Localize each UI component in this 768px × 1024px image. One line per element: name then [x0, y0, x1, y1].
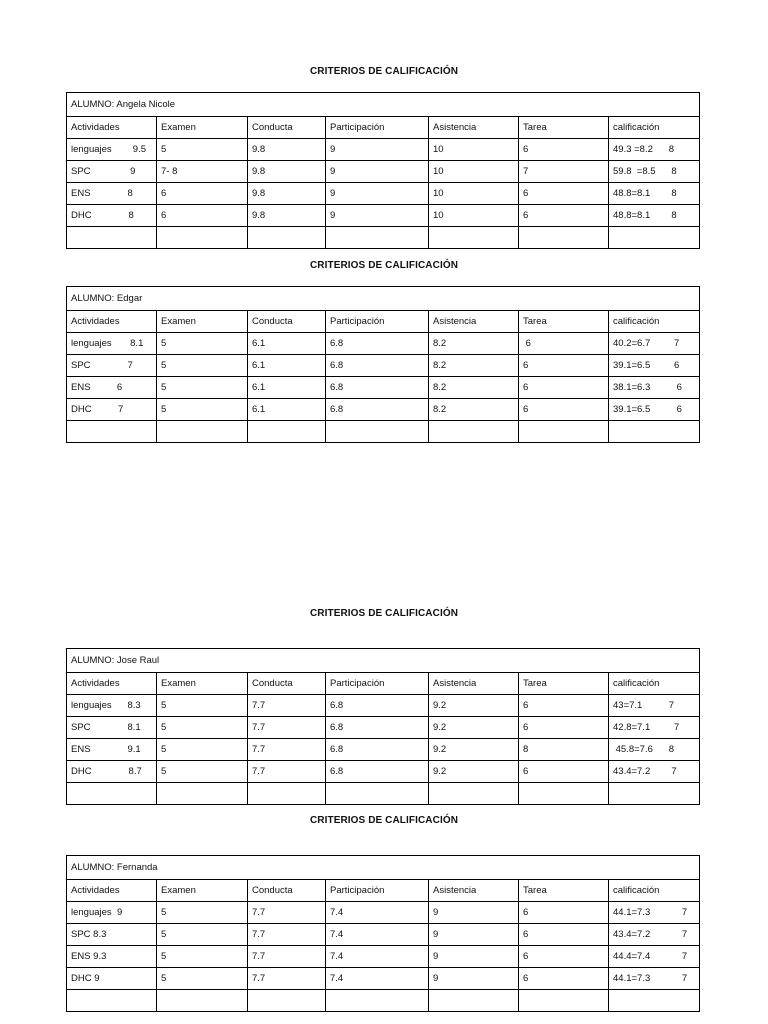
table-cell: 5 — [157, 968, 248, 990]
table-cell: 7- 8 — [157, 161, 248, 183]
table-cell: 6 — [519, 902, 609, 924]
section-title: CRITERIOS DE CALIFICACIÓN — [309, 608, 459, 619]
table-cell: 7.4 — [326, 946, 429, 968]
header-cell: Participación — [326, 880, 429, 902]
empty-cell — [157, 227, 248, 249]
table-cell: 9.8 — [248, 183, 326, 205]
table-cell: DHC 9 — [67, 968, 157, 990]
table-cell: 9.8 — [248, 161, 326, 183]
table-cell: 45.8=7.6 8 — [609, 739, 700, 761]
header-cell: Conducta — [248, 311, 326, 333]
table-cell: 9 — [429, 902, 519, 924]
table-cell: 9.2 — [429, 695, 519, 717]
table-row — [67, 205, 700, 227]
empty-cell — [248, 227, 326, 249]
table-cell: 7.7 — [248, 761, 326, 783]
table-cell: DHC 7 — [67, 399, 157, 421]
table-cell: 6 — [519, 183, 609, 205]
table-cell: 5 — [157, 333, 248, 355]
table-row — [67, 161, 700, 183]
table-cell: 5 — [157, 739, 248, 761]
table-row — [67, 333, 700, 355]
section-title: CRITERIOS DE CALIFICACIÓN — [309, 260, 459, 271]
table-cell: ENS 9.1 — [67, 739, 157, 761]
header-cell: Asistencia — [429, 117, 519, 139]
table-cell: ENS 6 — [67, 377, 157, 399]
table-cell: 7.7 — [248, 717, 326, 739]
header-cell: Actividades — [67, 117, 157, 139]
student-name: ALUMNO: Edgar — [67, 287, 700, 311]
table-row — [67, 968, 700, 990]
table-cell: 48.8=8.1 8 — [609, 205, 700, 227]
header-cell: Tarea — [519, 311, 609, 333]
header-row — [67, 880, 700, 902]
table-cell: 6.1 — [248, 399, 326, 421]
table-cell: 7.7 — [248, 924, 326, 946]
empty-cell — [519, 783, 609, 805]
empty-cell — [429, 990, 519, 1012]
table-cell: 49.3 =8.2 8 — [609, 139, 700, 161]
table-cell: 6 — [519, 377, 609, 399]
table-cell: 7 — [519, 161, 609, 183]
table-cell: 6.1 — [248, 377, 326, 399]
empty-cell — [326, 227, 429, 249]
empty-cell — [429, 227, 519, 249]
header-row — [67, 311, 700, 333]
empty-cell — [67, 227, 157, 249]
table-cell: 44.1=7.3 7 — [609, 968, 700, 990]
table-cell: 9 — [326, 161, 429, 183]
empty-row — [67, 227, 700, 249]
empty-cell — [248, 783, 326, 805]
table-cell: 5 — [157, 946, 248, 968]
header-cell: Actividades — [67, 880, 157, 902]
table-cell: 5 — [157, 377, 248, 399]
table-cell: 6 — [519, 355, 609, 377]
table-cell: 43.4=7.2 7 — [609, 761, 700, 783]
header-cell: calificación — [609, 311, 700, 333]
table-cell: SPC 9 — [67, 161, 157, 183]
table-cell: 10 — [429, 139, 519, 161]
table-cell: 6 — [157, 205, 248, 227]
table-cell: 9 — [429, 924, 519, 946]
header-cell: Tarea — [519, 117, 609, 139]
table-row — [67, 946, 700, 968]
table-cell: 10 — [429, 161, 519, 183]
table-cell: 6 — [519, 924, 609, 946]
table-cell: 42.8=7.1 7 — [609, 717, 700, 739]
table-cell: 9.2 — [429, 761, 519, 783]
table-row — [67, 695, 700, 717]
table-cell: 5 — [157, 695, 248, 717]
table-cell: 44.1=7.3 7 — [609, 902, 700, 924]
table-cell: lenguajes 9.5 — [67, 139, 157, 161]
grade-table-jose-raul — [66, 648, 700, 805]
table-cell: 6 — [519, 333, 609, 355]
table-cell: SPC 8.3 — [67, 924, 157, 946]
table-cell: 6.8 — [326, 333, 429, 355]
table-cell: 6 — [519, 139, 609, 161]
table-cell: 9.2 — [429, 717, 519, 739]
empty-cell — [248, 990, 326, 1012]
table-cell: 40.2=6.7 7 — [609, 333, 700, 355]
header-cell: Actividades — [67, 311, 157, 333]
header-row — [67, 673, 700, 695]
table-cell: 6 — [519, 205, 609, 227]
table-cell: 6 — [519, 717, 609, 739]
header-cell: Examen — [157, 311, 248, 333]
section-title: CRITERIOS DE CALIFICACIÓN — [309, 815, 459, 826]
table-cell: 5 — [157, 139, 248, 161]
empty-cell — [326, 990, 429, 1012]
table-cell: 7.7 — [248, 946, 326, 968]
table-cell: 43=7.1 7 — [609, 695, 700, 717]
header-cell: Conducta — [248, 117, 326, 139]
table-cell: 8.2 — [429, 399, 519, 421]
header-cell: Examen — [157, 673, 248, 695]
table-cell: lenguajes 8.3 — [67, 695, 157, 717]
empty-row — [67, 421, 700, 443]
table-row — [67, 377, 700, 399]
table-cell: 8.2 — [429, 355, 519, 377]
student-name: ALUMNO: Angela Nicole — [67, 93, 700, 117]
table-cell: 38.1=6.3 6 — [609, 377, 700, 399]
empty-cell — [67, 421, 157, 443]
header-cell: Examen — [157, 880, 248, 902]
table-cell: 39.1=6.5 6 — [609, 399, 700, 421]
empty-cell — [519, 227, 609, 249]
empty-cell — [248, 421, 326, 443]
empty-cell — [519, 990, 609, 1012]
table-cell: 7.7 — [248, 695, 326, 717]
table-cell: 6.8 — [326, 739, 429, 761]
empty-cell — [519, 421, 609, 443]
table-cell: 6.8 — [326, 377, 429, 399]
table-cell: 6.8 — [326, 717, 429, 739]
empty-cell — [429, 783, 519, 805]
empty-cell — [609, 421, 700, 443]
table-cell: 9 — [326, 139, 429, 161]
table-row — [67, 183, 700, 205]
grade-table-angela-nicole — [66, 92, 700, 249]
table-cell: 9.2 — [429, 739, 519, 761]
table-cell: 10 — [429, 205, 519, 227]
table-cell: 7.4 — [326, 968, 429, 990]
table-cell: 5 — [157, 717, 248, 739]
table-cell: 43.4=7.2 7 — [609, 924, 700, 946]
table-row — [67, 139, 700, 161]
table-cell: 6 — [519, 946, 609, 968]
table-cell: 6 — [157, 183, 248, 205]
table-cell: 7.7 — [248, 902, 326, 924]
header-cell: Asistencia — [429, 880, 519, 902]
empty-cell — [157, 990, 248, 1012]
table-row — [67, 717, 700, 739]
table-cell: 6.8 — [326, 695, 429, 717]
table-cell: 5 — [157, 924, 248, 946]
empty-cell — [326, 783, 429, 805]
table-cell: 9 — [429, 968, 519, 990]
table-cell: 9.8 — [248, 139, 326, 161]
table-cell: 59.8 =8.5 8 — [609, 161, 700, 183]
empty-cell — [157, 421, 248, 443]
table-row — [67, 399, 700, 421]
table-cell: 8.2 — [429, 377, 519, 399]
table-cell: 48.8=8.1 8 — [609, 183, 700, 205]
table-cell: 6 — [519, 968, 609, 990]
header-cell: Tarea — [519, 880, 609, 902]
header-cell: Asistencia — [429, 673, 519, 695]
grade-table-edgar — [66, 286, 700, 443]
table-cell: lenguajes 8.1 — [67, 333, 157, 355]
empty-cell — [429, 421, 519, 443]
header-cell: Examen — [157, 117, 248, 139]
header-row — [67, 117, 700, 139]
table-cell: SPC 8.1 — [67, 717, 157, 739]
table-cell: 5 — [157, 902, 248, 924]
header-cell: Participación — [326, 673, 429, 695]
table-row — [67, 924, 700, 946]
table-row — [67, 902, 700, 924]
empty-row — [67, 990, 700, 1012]
table-cell: 6 — [519, 761, 609, 783]
table-cell: 7.7 — [248, 739, 326, 761]
table-cell: 7.7 — [248, 968, 326, 990]
header-cell: calificación — [609, 117, 700, 139]
table-cell: 6.8 — [326, 355, 429, 377]
table-cell: DHC 8.7 — [67, 761, 157, 783]
table-cell: lenguajes 9 — [67, 902, 157, 924]
table-cell: 5 — [157, 355, 248, 377]
header-cell: Participación — [326, 117, 429, 139]
table-cell: 6.8 — [326, 399, 429, 421]
table-cell: 6 — [519, 399, 609, 421]
table-cell: 10 — [429, 183, 519, 205]
table-cell: 9 — [429, 946, 519, 968]
table-cell: 9 — [326, 183, 429, 205]
header-cell: calificación — [609, 673, 700, 695]
table-row — [67, 761, 700, 783]
table-cell: 7.4 — [326, 902, 429, 924]
empty-cell — [609, 227, 700, 249]
student-name: ALUMNO: Jose Raul — [67, 649, 700, 673]
header-cell: Participación — [326, 311, 429, 333]
table-cell: ENS 8 — [67, 183, 157, 205]
header-cell: Conducta — [248, 673, 326, 695]
table-cell: 7.4 — [326, 924, 429, 946]
table-cell: 39.1=6.5 6 — [609, 355, 700, 377]
table-cell: 6 — [519, 695, 609, 717]
student-name: ALUMNO: Fernanda — [67, 856, 700, 880]
table-cell: DHC 8 — [67, 205, 157, 227]
empty-cell — [609, 783, 700, 805]
table-cell: 5 — [157, 761, 248, 783]
empty-cell — [157, 783, 248, 805]
table-cell: 6.1 — [248, 333, 326, 355]
table-row — [67, 739, 700, 761]
empty-row — [67, 783, 700, 805]
header-cell: Actividades — [67, 673, 157, 695]
table-cell: 9 — [326, 205, 429, 227]
table-cell: 6.8 — [326, 761, 429, 783]
table-cell: 5 — [157, 399, 248, 421]
table-cell: 8.2 — [429, 333, 519, 355]
empty-cell — [326, 421, 429, 443]
empty-cell — [67, 990, 157, 1012]
header-cell: Tarea — [519, 673, 609, 695]
table-cell: 9.8 — [248, 205, 326, 227]
table-cell: SPC 7 — [67, 355, 157, 377]
table-cell: 8 — [519, 739, 609, 761]
table-cell: 6.1 — [248, 355, 326, 377]
header-cell: Asistencia — [429, 311, 519, 333]
header-cell: calificación — [609, 880, 700, 902]
header-cell: Conducta — [248, 880, 326, 902]
section-title: CRITERIOS DE CALIFICACIÓN — [309, 66, 459, 77]
empty-cell — [67, 783, 157, 805]
table-cell: ENS 9.3 — [67, 946, 157, 968]
table-cell: 44.4=7.4 7 — [609, 946, 700, 968]
grade-table-fernanda — [66, 855, 700, 1012]
empty-cell — [609, 990, 700, 1012]
table-row — [67, 355, 700, 377]
